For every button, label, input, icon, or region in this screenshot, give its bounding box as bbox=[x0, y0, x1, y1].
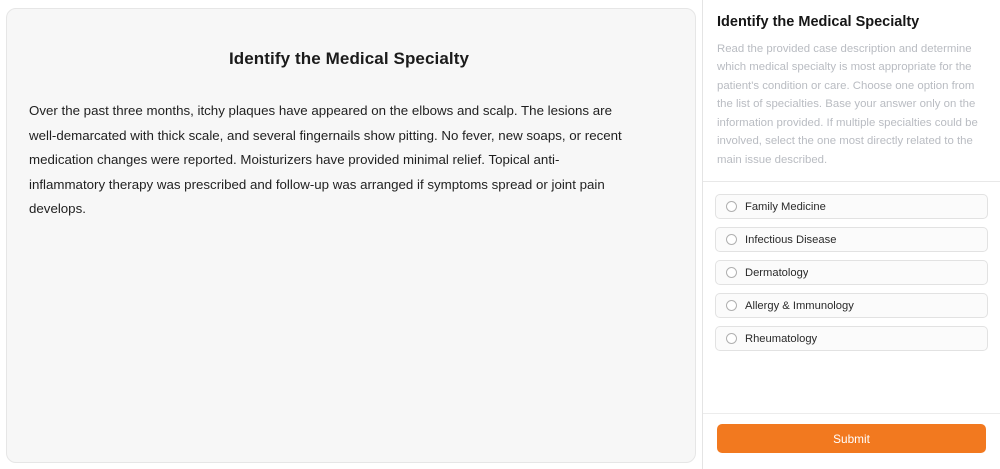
task-title: Identify the Medical Specialty bbox=[717, 14, 920, 30]
task-instructions: Read the provided case description and determine which medical specialty is most appropriate for the patient's condition or care. Choose one option from the list of specialties. Base your answer only on the information provided. If multiple specialties could be involved, select the one most directly related to the main issue described. bbox=[717, 43, 978, 166]
panel-spacer bbox=[703, 351, 1000, 413]
case-description: Over the past three months, itchy plaques have appeared on the elbows and scalp. The lesions are well-demarcated with thick scale, and several fingernails show pitting. No fever, new soaps, or recent medication changes were reported. Moisturizers have provided minimal relief. Topical anti-inflammatory therapy was prescribed and follow-up was arranged if symptoms spread or joint pain develops. bbox=[29, 103, 622, 217]
option-family-medicine[interactable] bbox=[715, 194, 988, 219]
task-panel bbox=[702, 0, 1000, 469]
option-label: Infectious Disease bbox=[745, 233, 837, 246]
radio-icon[interactable] bbox=[726, 234, 737, 245]
option-dermatology[interactable] bbox=[715, 260, 988, 285]
option-label: Family Medicine bbox=[745, 200, 826, 213]
option-rheumatology[interactable] bbox=[715, 326, 988, 351]
case-card bbox=[6, 8, 696, 463]
radio-icon[interactable] bbox=[726, 267, 737, 278]
radio-icon[interactable] bbox=[726, 201, 737, 212]
option-label: Rheumatology bbox=[745, 332, 818, 345]
submit-button[interactable]: Submit bbox=[717, 424, 986, 453]
radio-icon[interactable] bbox=[726, 333, 737, 344]
submit-area bbox=[703, 413, 1000, 469]
option-label: Dermatology bbox=[745, 266, 809, 279]
case-title: Identify the Medical Specialty bbox=[228, 49, 470, 68]
task-header bbox=[703, 0, 1000, 181]
option-label: Allergy & Immunology bbox=[745, 299, 854, 312]
option-allergy-immunology[interactable] bbox=[715, 293, 988, 318]
radio-icon[interactable] bbox=[726, 300, 737, 311]
option-infectious-disease[interactable] bbox=[715, 227, 988, 252]
options-list bbox=[703, 182, 1000, 351]
